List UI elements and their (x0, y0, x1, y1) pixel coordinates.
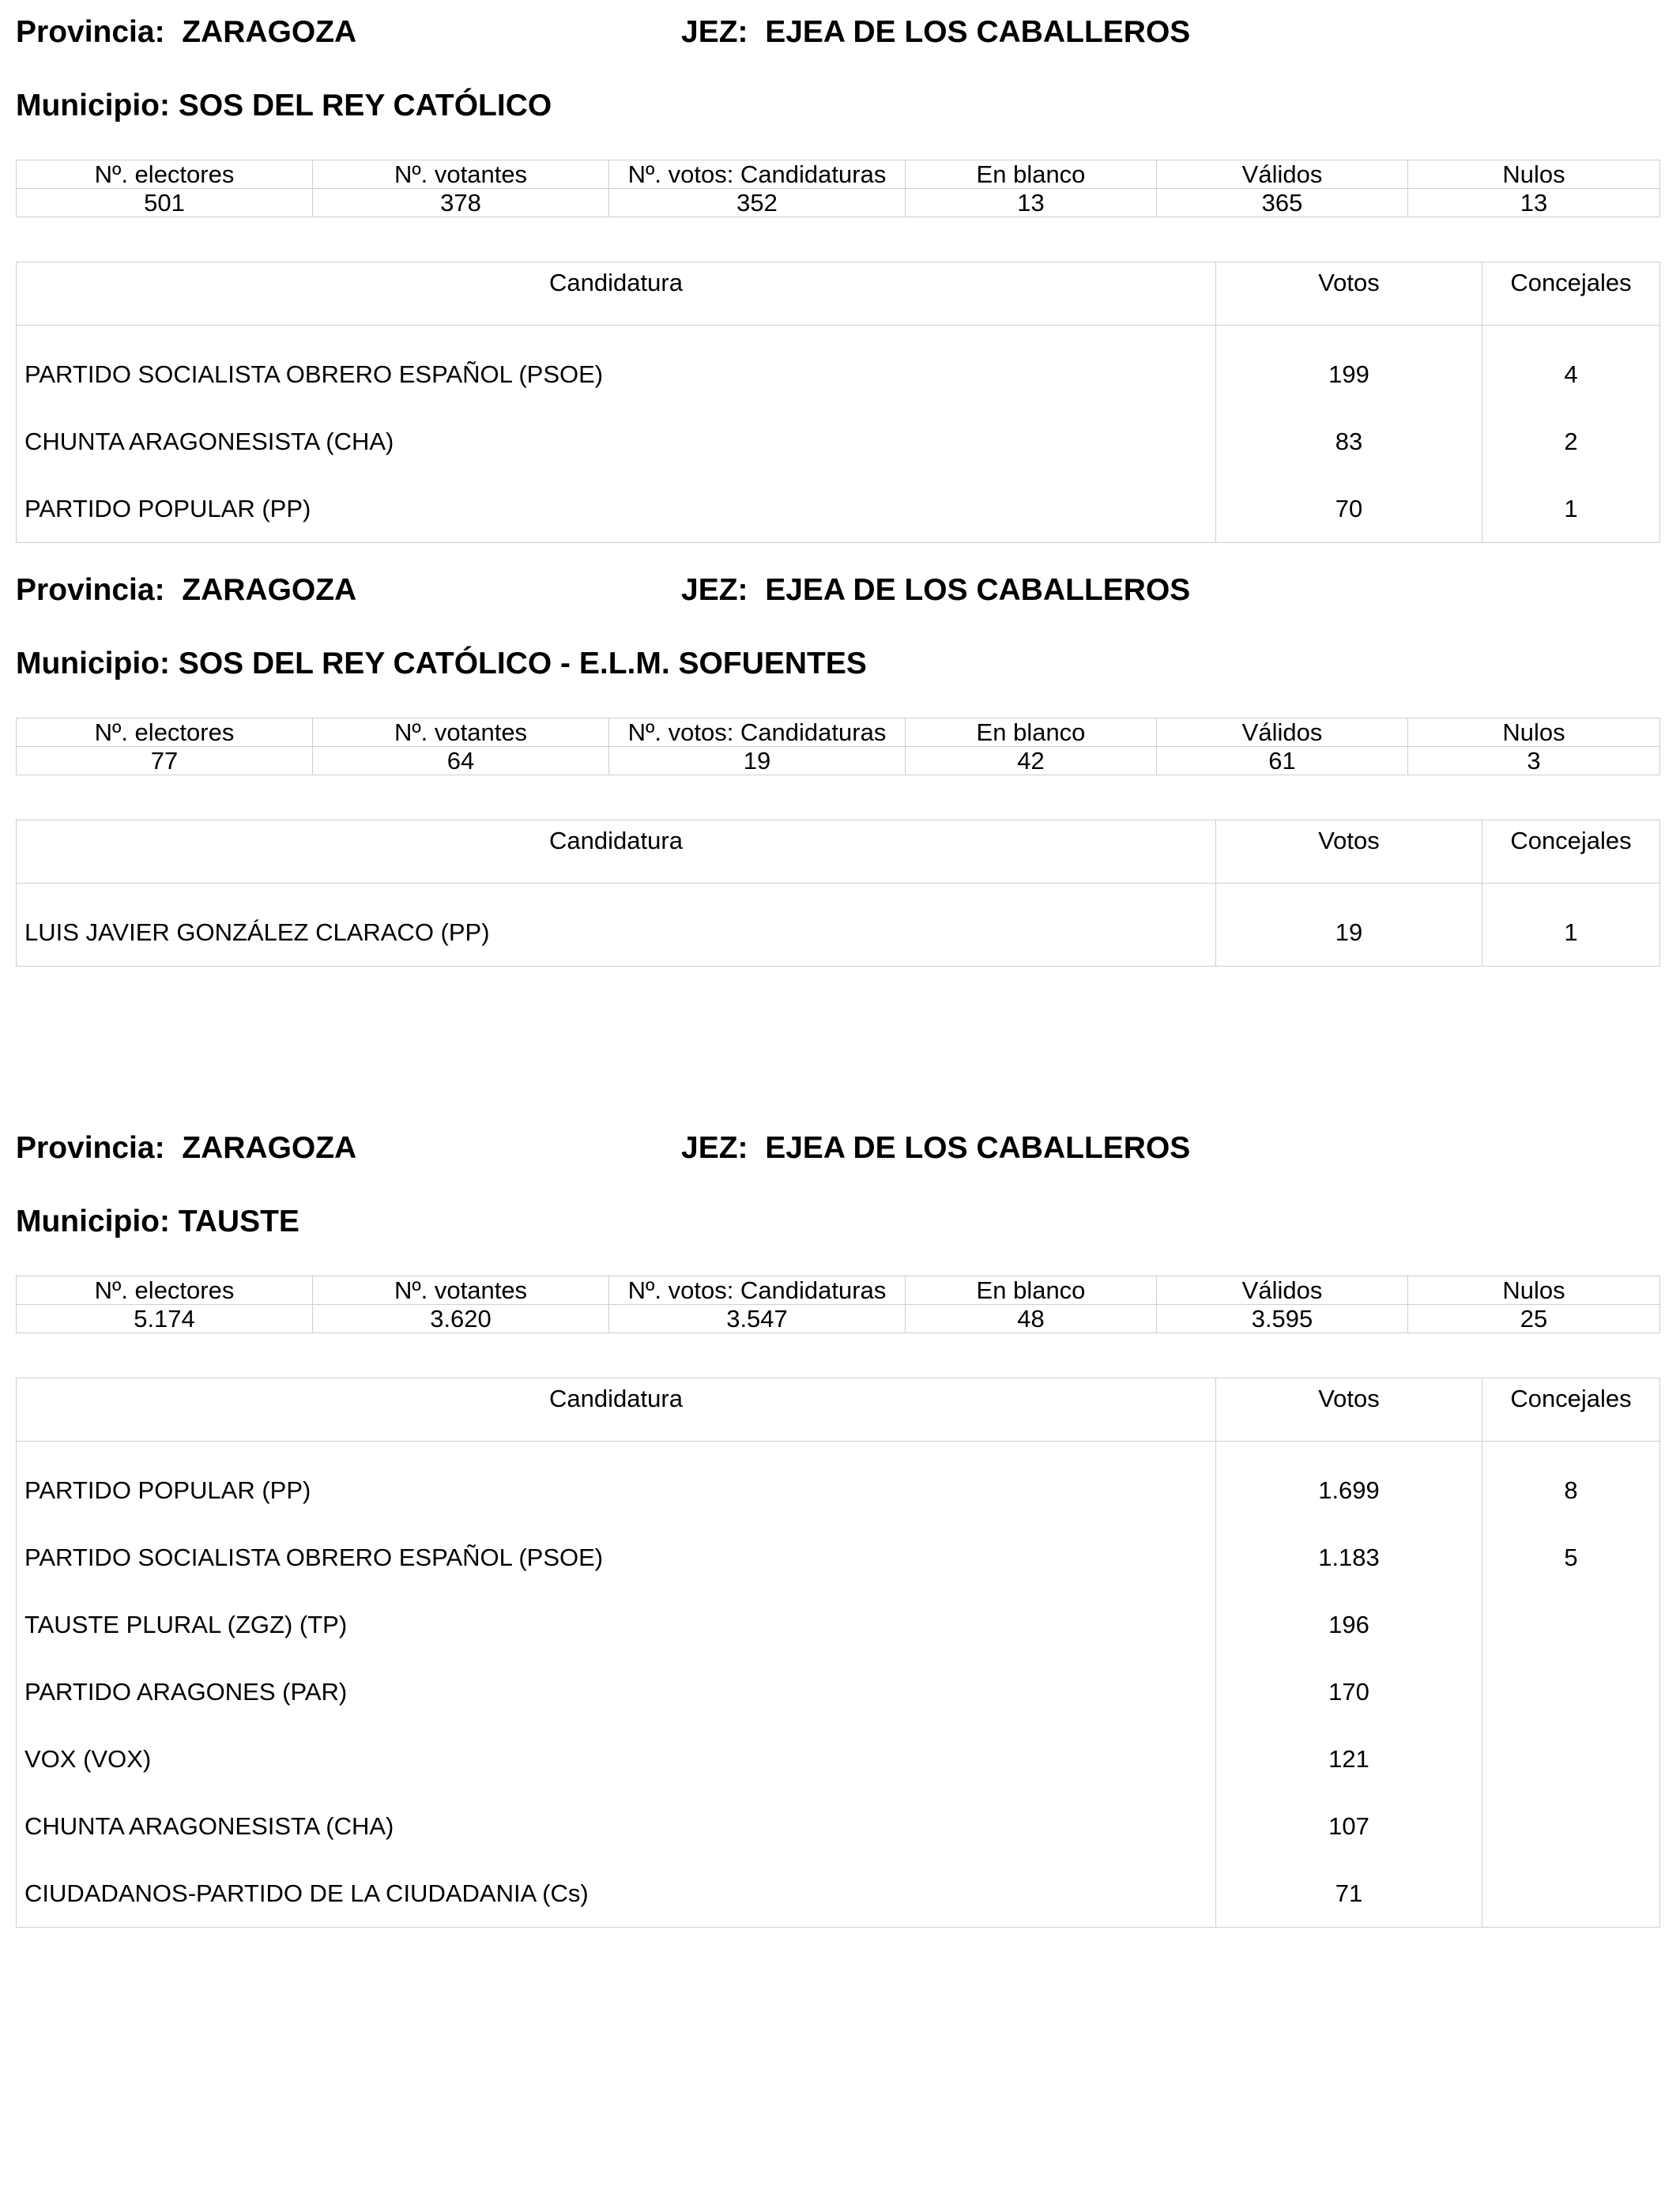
municipio-heading: Municipio: SOS DEL REY CATÓLICO (16, 89, 552, 123)
jez-heading: JEZ: EJEA DE LOS CABALLEROS (681, 15, 1191, 49)
stats-value-row (17, 747, 1660, 775)
candidatura-header: Candidatura (17, 820, 1216, 884)
stat-value: 501 (17, 189, 313, 217)
candidatures-table (16, 1378, 1660, 1928)
votos-value: 196 (1216, 1592, 1482, 1659)
candidatura-name: PARTIDO SOCIALISTA OBRERO ESPAÑOL (PSOE) (17, 326, 1216, 409)
candidatures-header-row (17, 262, 1660, 326)
stat-header: Nulos (1408, 160, 1660, 189)
votos-header: Votos (1216, 1378, 1482, 1442)
stat-value: 77 (17, 747, 313, 775)
stat-value: 13 (1408, 189, 1660, 217)
jez-heading: JEZ: EJEA DE LOS CABALLEROS (681, 573, 1191, 607)
candidatura-name: CIUDADANOS-PARTIDO DE LA CIUDADANIA (Cs) (17, 1860, 1216, 1928)
votos-value: 121 (1216, 1726, 1482, 1793)
table-row (17, 1442, 1660, 1525)
stat-value: 42 (906, 747, 1157, 775)
stat-value: 3.547 (609, 1305, 906, 1333)
candidatura-name: PARTIDO POPULAR (PP) (17, 476, 1216, 543)
table-row (17, 476, 1660, 543)
municipality-section (16, 14, 1659, 536)
municipality-section (16, 1130, 1659, 1936)
stats-header-row (17, 718, 1660, 747)
stat-value: 13 (906, 189, 1157, 217)
stat-value: 378 (313, 189, 609, 217)
candidatura-name: CHUNTA ARAGONESISTA (CHA) (17, 1793, 1216, 1860)
candidatura-header: Candidatura (17, 1378, 1216, 1442)
concejales-value (1482, 1860, 1660, 1928)
stat-value: 5.174 (17, 1305, 313, 1333)
summary-stats-table (16, 160, 1660, 217)
candidatura-name: CHUNTA ARAGONESISTA (CHA) (17, 409, 1216, 476)
votos-value: 70 (1216, 476, 1482, 543)
stats-value-row (17, 189, 1660, 217)
stat-value: 3.595 (1157, 1305, 1408, 1333)
concejales-header: Concejales (1482, 1378, 1660, 1442)
votos-header: Votos (1216, 262, 1482, 326)
table-row (17, 1659, 1660, 1726)
summary-stats-table (16, 718, 1660, 775)
candidatura-name: PARTIDO SOCIALISTA OBRERO ESPAÑOL (PSOE) (17, 1525, 1216, 1592)
stat-header: Nº. electores (17, 160, 313, 189)
stat-header: Nº. votantes (313, 718, 609, 747)
stat-header: Nulos (1408, 1276, 1660, 1305)
votos-value: 1.699 (1216, 1442, 1482, 1525)
stats-value-row (17, 1305, 1660, 1333)
stat-value: 365 (1157, 189, 1408, 217)
candidatures-table (16, 262, 1660, 543)
table-row (17, 1793, 1660, 1860)
candidatura-name: VOX (VOX) (17, 1726, 1216, 1793)
candidatures-table (16, 820, 1660, 967)
stat-header: Nº. electores (17, 718, 313, 747)
provincia-heading: Provincia: ZARAGOZA (16, 15, 357, 49)
stat-header: Nº. votantes (313, 1276, 609, 1305)
summary-stats-table (16, 1276, 1660, 1333)
stat-header: Válidos (1157, 160, 1408, 189)
concejales-value: 5 (1482, 1525, 1660, 1592)
concejales-header: Concejales (1482, 262, 1660, 326)
concejales-value: 1 (1482, 476, 1660, 543)
stats-header-row (17, 1276, 1660, 1305)
candidatura-header: Candidatura (17, 262, 1216, 326)
candidatura-name: PARTIDO ARAGONES (PAR) (17, 1659, 1216, 1726)
votos-value: 107 (1216, 1793, 1482, 1860)
jez-heading: JEZ: EJEA DE LOS CABALLEROS (681, 1131, 1191, 1165)
table-row (17, 884, 1660, 967)
municipio-heading: Municipio: SOS DEL REY CATÓLICO - E.L.M. SOFUENTES (16, 647, 867, 680)
stat-value: 3 (1408, 747, 1660, 775)
candidatura-name: LUIS JAVIER GONZÁLEZ CLARACO (PP) (17, 884, 1216, 967)
stat-header: Nº. electores (17, 1276, 313, 1305)
stat-header: Nº. votantes (313, 160, 609, 189)
stat-header: Nº. votos: Candidaturas (609, 718, 906, 747)
votos-value: 19 (1216, 884, 1482, 967)
table-row (17, 1726, 1660, 1793)
table-row (17, 326, 1660, 409)
stat-header: Válidos (1157, 1276, 1408, 1305)
stat-header: Nº. votos: Candidaturas (609, 1276, 906, 1305)
stat-value: 19 (609, 747, 906, 775)
stat-header: En blanco (906, 718, 1157, 747)
stat-value: 61 (1157, 747, 1408, 775)
concejales-value (1482, 1592, 1660, 1659)
stat-value: 3.620 (313, 1305, 609, 1333)
votos-value: 71 (1216, 1860, 1482, 1928)
concejales-value (1482, 1726, 1660, 1793)
votos-value: 199 (1216, 326, 1482, 409)
table-row (17, 1592, 1660, 1659)
votos-header: Votos (1216, 820, 1482, 884)
votos-value: 1.183 (1216, 1525, 1482, 1592)
candidatura-name: TAUSTE PLURAL (ZGZ) (TP) (17, 1592, 1216, 1659)
concejales-value: 1 (1482, 884, 1660, 967)
concejales-value (1482, 1793, 1660, 1860)
table-row (17, 1860, 1660, 1928)
provincia-heading: Provincia: ZARAGOZA (16, 1131, 357, 1165)
concejales-value (1482, 1659, 1660, 1726)
concejales-value: 8 (1482, 1442, 1660, 1525)
votos-value: 170 (1216, 1659, 1482, 1726)
candidatures-header-row (17, 820, 1660, 884)
stat-value: 352 (609, 189, 906, 217)
concejales-value: 4 (1482, 326, 1660, 409)
concejales-value: 2 (1482, 409, 1660, 476)
table-row (17, 1525, 1660, 1592)
stat-value: 64 (313, 747, 609, 775)
candidatura-name: PARTIDO POPULAR (PP) (17, 1442, 1216, 1525)
stat-header: Nulos (1408, 718, 1660, 747)
stat-header: Nº. votos: Candidaturas (609, 160, 906, 189)
stat-header: Válidos (1157, 718, 1408, 747)
candidatures-header-row (17, 1378, 1660, 1442)
stat-value: 48 (906, 1305, 1157, 1333)
provincia-heading: Provincia: ZARAGOZA (16, 573, 357, 607)
stat-header: En blanco (906, 160, 1157, 189)
municipio-heading: Municipio: TAUSTE (16, 1204, 299, 1238)
votos-value: 83 (1216, 409, 1482, 476)
stat-value: 25 (1408, 1305, 1660, 1333)
table-row (17, 409, 1660, 476)
municipality-section (16, 572, 1659, 959)
stat-header: En blanco (906, 1276, 1157, 1305)
stats-header-row (17, 160, 1660, 189)
concejales-header: Concejales (1482, 820, 1660, 884)
